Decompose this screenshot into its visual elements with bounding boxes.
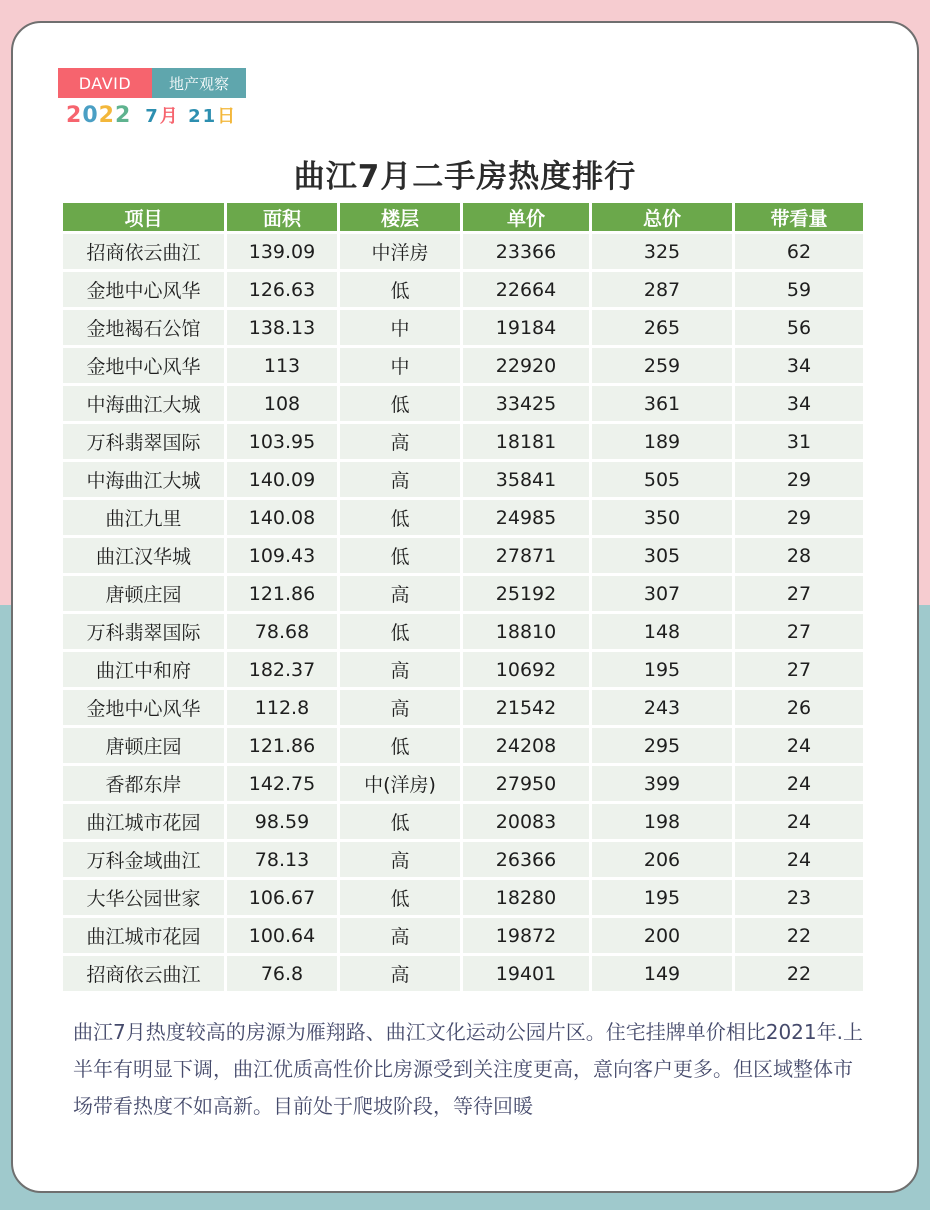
table-cell: 曲江中和府 <box>63 652 224 687</box>
table-row <box>63 234 863 269</box>
table-cell: 22920 <box>463 348 589 383</box>
column-header: 楼层 <box>340 203 460 231</box>
table-cell: 126.63 <box>227 272 337 307</box>
table-cell: 低 <box>340 614 460 649</box>
table-cell: 低 <box>340 804 460 839</box>
column-header: 单价 <box>463 203 589 231</box>
table-cell: 高 <box>340 842 460 877</box>
content-card <box>11 21 919 1193</box>
table-header-row <box>63 203 863 231</box>
date-day: 21 <box>188 106 218 127</box>
table-cell: 高 <box>340 576 460 611</box>
table-row <box>63 576 863 611</box>
table-row <box>63 538 863 573</box>
table-cell: 高 <box>340 690 460 725</box>
table-row <box>63 728 863 763</box>
column-header: 总价 <box>592 203 732 231</box>
table-row <box>63 348 863 383</box>
table-cell: 金地褐石公馆 <box>63 310 224 345</box>
table-cell: 21542 <box>463 690 589 725</box>
table-row <box>63 842 863 877</box>
table-row <box>63 956 863 991</box>
table-cell: 31 <box>735 424 863 459</box>
table-cell: 29 <box>735 500 863 535</box>
table-cell: 149 <box>592 956 732 991</box>
table-cell: 121.86 <box>227 576 337 611</box>
table-cell: 27950 <box>463 766 589 801</box>
table-cell: 140.09 <box>227 462 337 497</box>
table-cell: 35841 <box>463 462 589 497</box>
table-cell: 106.67 <box>227 880 337 915</box>
table-cell: 198 <box>592 804 732 839</box>
table-cell: 23366 <box>463 234 589 269</box>
date-month-day <box>145 102 237 128</box>
table-cell: 24 <box>735 842 863 877</box>
table-cell: 中洋房 <box>340 234 460 269</box>
table-cell: 招商依云曲江 <box>63 234 224 269</box>
table-row <box>63 918 863 953</box>
table-cell: 113 <box>227 348 337 383</box>
table-cell: 189 <box>592 424 732 459</box>
page-title: 曲江7月二手房热度排行 <box>293 159 637 195</box>
table-cell: 26366 <box>463 842 589 877</box>
table-cell: 148 <box>592 614 732 649</box>
table-row <box>63 462 863 497</box>
table-cell: 唐顿庄园 <box>63 576 224 611</box>
table-cell: 28 <box>735 538 863 573</box>
table-row <box>63 500 863 535</box>
table-cell: 33425 <box>463 386 589 421</box>
table-row <box>63 272 863 307</box>
table-cell: 24 <box>735 804 863 839</box>
table-cell: 29 <box>735 462 863 497</box>
table-cell: 金地中心风华 <box>63 272 224 307</box>
table-cell: 18810 <box>463 614 589 649</box>
date-month: 7 <box>145 106 160 127</box>
table-cell: 361 <box>592 386 732 421</box>
table-cell: 20083 <box>463 804 589 839</box>
date-stamp <box>66 101 237 129</box>
table-cell: 万科翡翠国际 <box>63 614 224 649</box>
table-cell: 56 <box>735 310 863 345</box>
table-cell: 金地中心风华 <box>63 690 224 725</box>
table-cell: 低 <box>340 538 460 573</box>
summary-paragraph: 曲江7月热度较高的房源为雁翔路、曲江文化运动公园片区。住宅挂牌单价相比2021年.上半年有明显下调，曲江优质高性价比房源受到关注度更高，意向客户更多。但区域整体市场带看热度不如高新。目前处于爬坡阶段，等待回暖 <box>73 1020 863 1118</box>
table-cell: 中海曲江大城 <box>63 462 224 497</box>
ranking-table <box>60 200 866 994</box>
table-cell: 万科翡翠国际 <box>63 424 224 459</box>
table-cell: 98.59 <box>227 804 337 839</box>
table-cell: 19401 <box>463 956 589 991</box>
table-cell: 142.75 <box>227 766 337 801</box>
table-cell: 金地中心风华 <box>63 348 224 383</box>
table-cell: 低 <box>340 272 460 307</box>
table-cell: 19872 <box>463 918 589 953</box>
table-cell: 76.8 <box>227 956 337 991</box>
table-cell: 295 <box>592 728 732 763</box>
table-cell: 18181 <box>463 424 589 459</box>
table-cell: 24 <box>735 766 863 801</box>
table-cell: 24985 <box>463 500 589 535</box>
brand-tagline: 地产观察 <box>152 68 246 98</box>
table-cell: 低 <box>340 880 460 915</box>
table-cell: 低 <box>340 500 460 535</box>
table-cell: 低 <box>340 386 460 421</box>
table-cell: 高 <box>340 918 460 953</box>
table-cell: 62 <box>735 234 863 269</box>
table-cell: 305 <box>592 538 732 573</box>
date-day-unit: 日 <box>217 106 238 127</box>
table-cell: 138.13 <box>227 310 337 345</box>
table-cell: 22 <box>735 956 863 991</box>
table-cell: 103.95 <box>227 424 337 459</box>
table-cell: 19184 <box>463 310 589 345</box>
column-header: 项目 <box>63 203 224 231</box>
table-cell: 34 <box>735 386 863 421</box>
table-cell: 中 <box>340 310 460 345</box>
table-cell: 曲江城市花园 <box>63 918 224 953</box>
table-cell: 26 <box>735 690 863 725</box>
table-cell: 59 <box>735 272 863 307</box>
table-cell: 低 <box>340 728 460 763</box>
table-cell: 27871 <box>463 538 589 573</box>
date-month-unit: 月 <box>159 106 180 127</box>
table-cell: 高 <box>340 424 460 459</box>
table-cell: 287 <box>592 272 732 307</box>
table-cell: 高 <box>340 652 460 687</box>
table-cell: 200 <box>592 918 732 953</box>
table-cell: 高 <box>340 956 460 991</box>
table-cell: 23 <box>735 880 863 915</box>
table-cell: 34 <box>735 348 863 383</box>
table-cell: 曲江汉华城 <box>63 538 224 573</box>
table-cell: 27 <box>735 652 863 687</box>
table-cell: 27 <box>735 614 863 649</box>
table-row <box>63 766 863 801</box>
table-cell: 325 <box>592 234 732 269</box>
table-cell: 108 <box>227 386 337 421</box>
table-cell: 24208 <box>463 728 589 763</box>
table-cell: 139.09 <box>227 234 337 269</box>
table-cell: 112.8 <box>227 690 337 725</box>
table-cell: 307 <box>592 576 732 611</box>
table-cell: 万科金域曲江 <box>63 842 224 877</box>
table-cell: 曲江九里 <box>63 500 224 535</box>
table-cell: 195 <box>592 652 732 687</box>
table-cell: 265 <box>592 310 732 345</box>
table-cell: 182.37 <box>227 652 337 687</box>
column-header: 面积 <box>227 203 337 231</box>
table-cell: 100.64 <box>227 918 337 953</box>
table-cell: 243 <box>592 690 732 725</box>
table-cell: 香都东岸 <box>63 766 224 801</box>
table-cell: 109.43 <box>227 538 337 573</box>
table-row <box>63 614 863 649</box>
table-row <box>63 880 863 915</box>
table-cell: 121.86 <box>227 728 337 763</box>
table-cell: 350 <box>592 500 732 535</box>
table-row <box>63 652 863 687</box>
table-cell: 10692 <box>463 652 589 687</box>
table-row <box>63 690 863 725</box>
brand-name: DAVID <box>58 68 152 98</box>
table-cell: 高 <box>340 462 460 497</box>
table-cell: 招商依云曲江 <box>63 956 224 991</box>
date-year: 2022 <box>66 102 132 128</box>
table-cell: 22 <box>735 918 863 953</box>
brand-badge <box>58 68 246 98</box>
table-cell: 259 <box>592 348 732 383</box>
table-cell: 唐顿庄园 <box>63 728 224 763</box>
table-cell: 27 <box>735 576 863 611</box>
table-cell: 206 <box>592 842 732 877</box>
table-cell: 24 <box>735 728 863 763</box>
table-cell: 399 <box>592 766 732 801</box>
table-cell: 78.68 <box>227 614 337 649</box>
table-cell: 大华公园世家 <box>63 880 224 915</box>
column-header: 带看量 <box>735 203 863 231</box>
table-cell: 505 <box>592 462 732 497</box>
table-row <box>63 310 863 345</box>
table-cell: 中(洋房) <box>340 766 460 801</box>
table-cell: 中 <box>340 348 460 383</box>
table-cell: 25192 <box>463 576 589 611</box>
table-cell: 140.08 <box>227 500 337 535</box>
table-row <box>63 424 863 459</box>
table-cell: 18280 <box>463 880 589 915</box>
table-cell: 195 <box>592 880 732 915</box>
table-cell: 中海曲江大城 <box>63 386 224 421</box>
table-cell: 22664 <box>463 272 589 307</box>
table-row <box>63 386 863 421</box>
table-row <box>63 804 863 839</box>
table-cell: 曲江城市花园 <box>63 804 224 839</box>
table-cell: 78.13 <box>227 842 337 877</box>
